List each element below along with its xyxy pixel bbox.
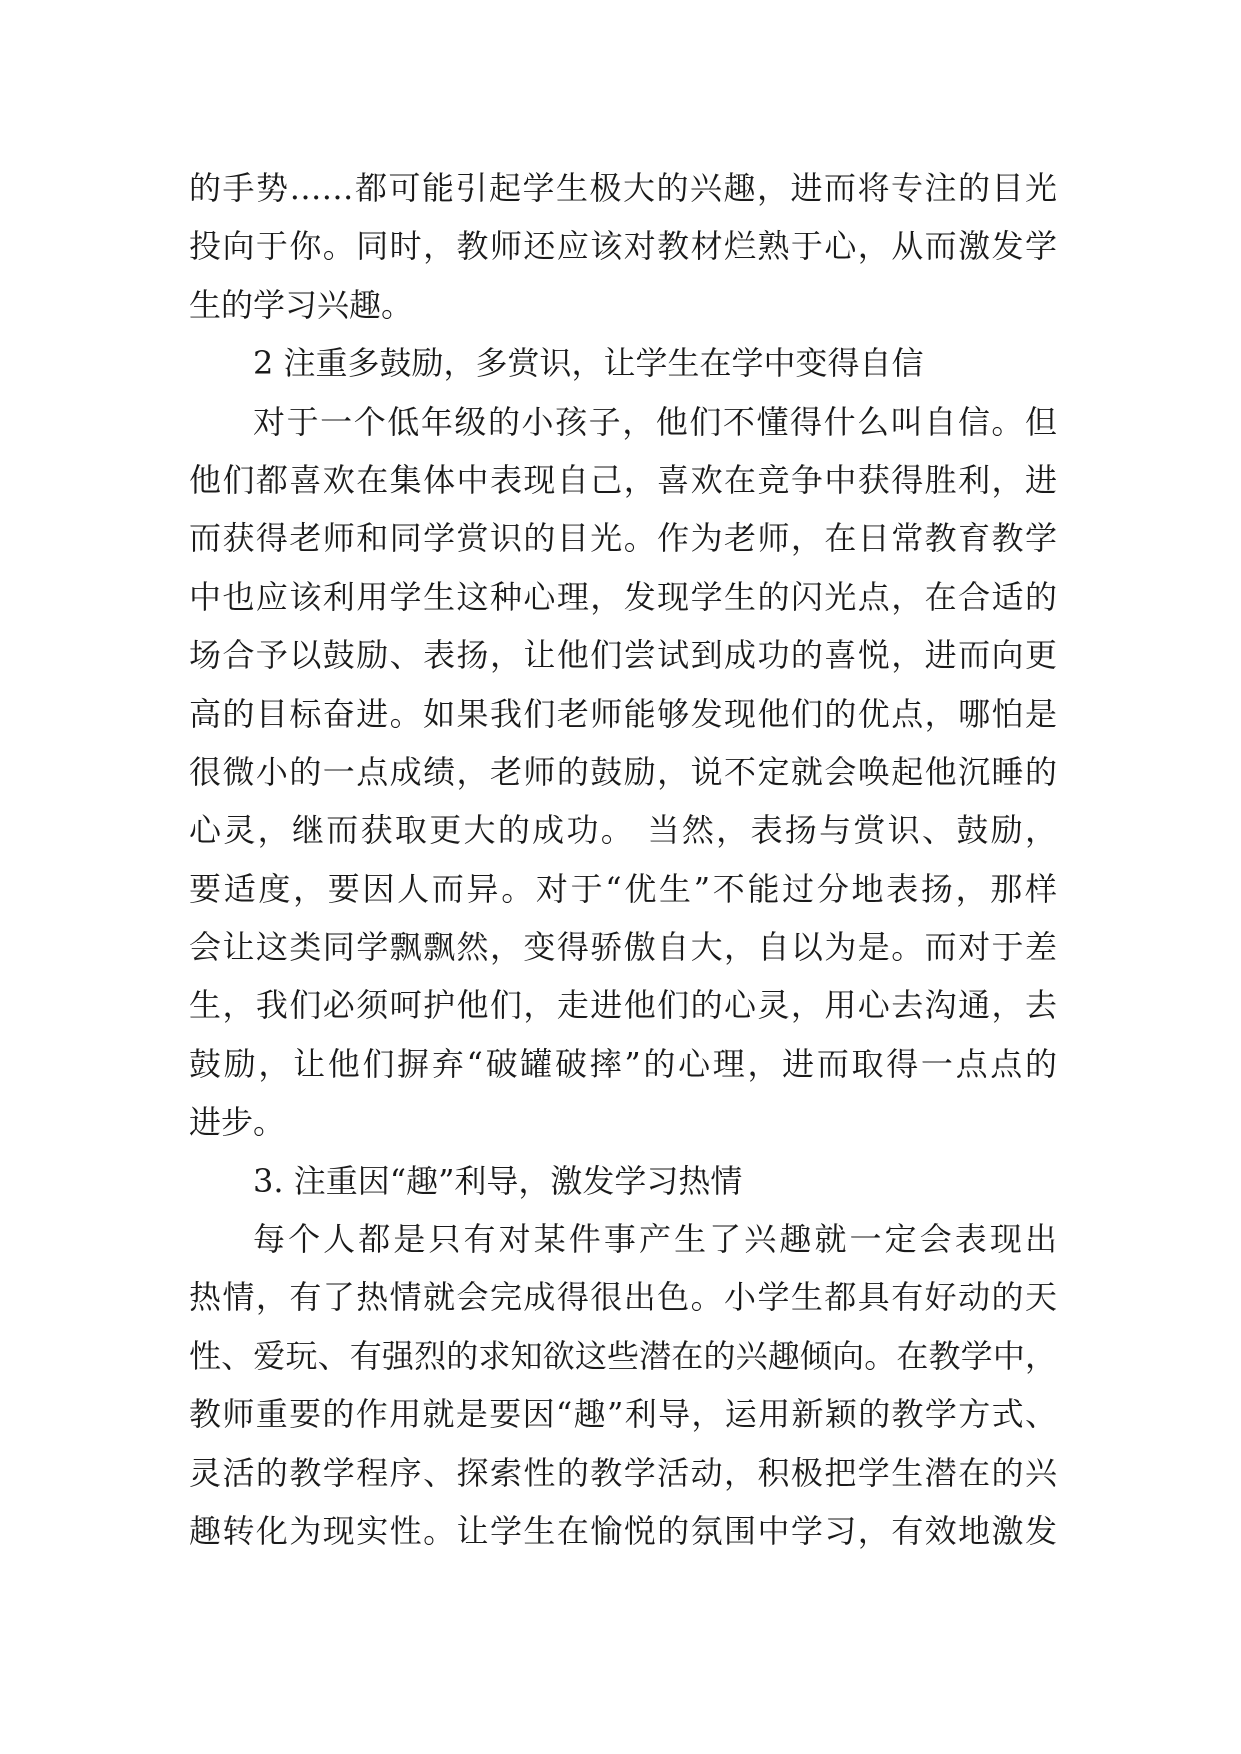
text-line: 进步。 — [189, 1103, 286, 1142]
text-line: 性、爱玩、有强烈的求知欲这些潜在的兴趣倾向。在教学中， — [189, 1336, 1057, 1375]
text-line: 场合予以鼓励、表扬，让他们尝试到成功的喜悦，进而向更 — [189, 636, 1057, 675]
text-line: 他们都喜欢在集体中表现自己，喜欢在竞争中获得胜利，进 — [189, 460, 1057, 499]
text-line: 中也应该利用学生这种心理，发现学生的闪光点，在合适的 — [189, 577, 1057, 616]
text-line: 灵活的教学程序、探索性的教学活动，积极把学生潜在的兴 — [189, 1453, 1057, 1492]
text-line: 对于一个低年级的小孩子，他们不懂得什么叫自信。但 — [253, 402, 1057, 441]
text-line: 的手势……都可能引起学生极大的兴趣，进而将专注的目光 — [189, 169, 1057, 207]
text-line: 会让这类同学飘飘然，变得骄傲自大，自以为是。而对于差 — [189, 928, 1057, 967]
text-line: 投向于你。同时，教师还应该对教材烂熟于心，从而激发学 — [189, 227, 1057, 266]
section-heading: 3. 注重因“趣”利导，激发学习热情 — [253, 1161, 743, 1200]
text-line: 趣转化为现实性。让学生在愉悦的氛围中学习，有效地激发 — [189, 1511, 1057, 1550]
text-line: 每个人都是只有对某件事产生了兴趣就一定会表现出 — [253, 1220, 1057, 1259]
text-line: 生的学习兴趣。 — [189, 285, 414, 324]
text-line: 要适度，要因人而异。对于“优生”不能过分地表扬，那样 — [189, 869, 1057, 908]
text-line: 心灵，继而获取更大的成功。 当然，表扬与赏识、鼓励， — [189, 811, 1057, 850]
text-line: 高的目标奋进。如果我们老师能够发现他们的优点，哪怕是 — [189, 694, 1057, 733]
text-line: 生，我们必须呵护他们，走进他们的心灵，用心去沟通，去 — [189, 986, 1057, 1025]
text-line: 而获得老师和同学赏识的目光。作为老师，在日常教育教学 — [189, 519, 1057, 558]
text-line: 教师重要的作用就是要因“趣”利导，运用新颖的教学方式、 — [189, 1395, 1057, 1434]
document-body — [189, 159, 1057, 1560]
text-line: 鼓励，让他们摒弃“破罐破摔”的心理，进而取得一点点的 — [189, 1044, 1057, 1083]
text-line: 很微小的一点成绩，老师的鼓励，说不定就会唤起他沉睡的 — [189, 752, 1057, 791]
text-line: 热情，有了热情就会完成得很出色。小学生都具有好动的天 — [189, 1278, 1057, 1317]
section-heading: 2 注重多鼓励，多赏识，让学生在学中变得自信 — [253, 344, 924, 383]
